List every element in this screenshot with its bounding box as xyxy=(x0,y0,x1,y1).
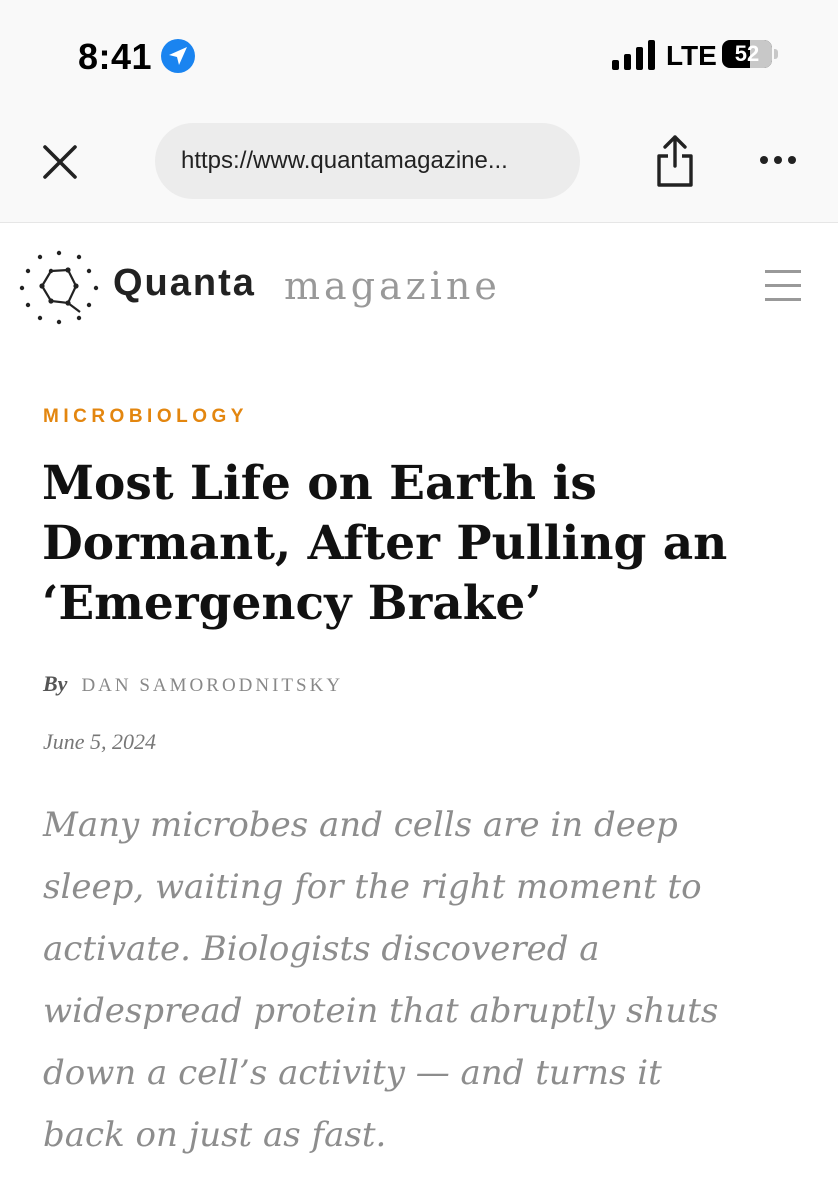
status-bar xyxy=(0,0,838,110)
location-arrow-icon xyxy=(160,38,196,74)
more-icon[interactable] xyxy=(758,150,798,170)
byline-label: By xyxy=(43,671,68,696)
dek-line: widespread protein that abruptly shuts xyxy=(43,991,719,1031)
hamburger-menu-icon[interactable] xyxy=(765,268,801,302)
byline xyxy=(43,671,343,697)
publish-date: June 5, 2024 xyxy=(43,729,157,754)
network-type: LTE xyxy=(666,40,717,71)
headline-line: Most Life on Earth is xyxy=(42,456,597,511)
battery-icon xyxy=(722,40,780,70)
article-category-link[interactable]: MICROBIOLOGY xyxy=(43,406,248,427)
headline-line: ‘Emergency Brake’ xyxy=(42,576,542,631)
logo-wordmark-quanta[interactable]: Quanta xyxy=(113,262,256,304)
article-headline xyxy=(42,454,822,634)
address-bar[interactable] xyxy=(155,123,580,199)
url-text: https://www.quantamagazine... xyxy=(181,147,508,174)
battery-level: 52 xyxy=(734,41,760,66)
quanta-logo-mark-icon[interactable] xyxy=(18,248,100,326)
dek-line: activate. Biologists discovered a xyxy=(43,929,600,969)
close-icon[interactable] xyxy=(40,142,80,182)
headline-line: Dormant, After Pulling an xyxy=(42,516,728,571)
author-link[interactable]: DAN SAMORODNITSKY xyxy=(81,675,344,696)
article-dek xyxy=(43,794,743,1166)
dek-line: down a cell’s activity — and turns it xyxy=(43,1053,662,1093)
status-time: 8:41 xyxy=(78,36,153,77)
share-icon[interactable] xyxy=(654,134,696,188)
signal-bars-icon xyxy=(612,40,658,70)
logo-wordmark-magazine[interactable]: magazine xyxy=(284,264,501,308)
dek-line: back on just as fast. xyxy=(43,1115,387,1155)
dek-line: sleep, waiting for the right moment to xyxy=(43,867,702,907)
browser-toolbar xyxy=(0,110,838,223)
dek-line: Many microbes and cells are in deep xyxy=(43,805,678,845)
